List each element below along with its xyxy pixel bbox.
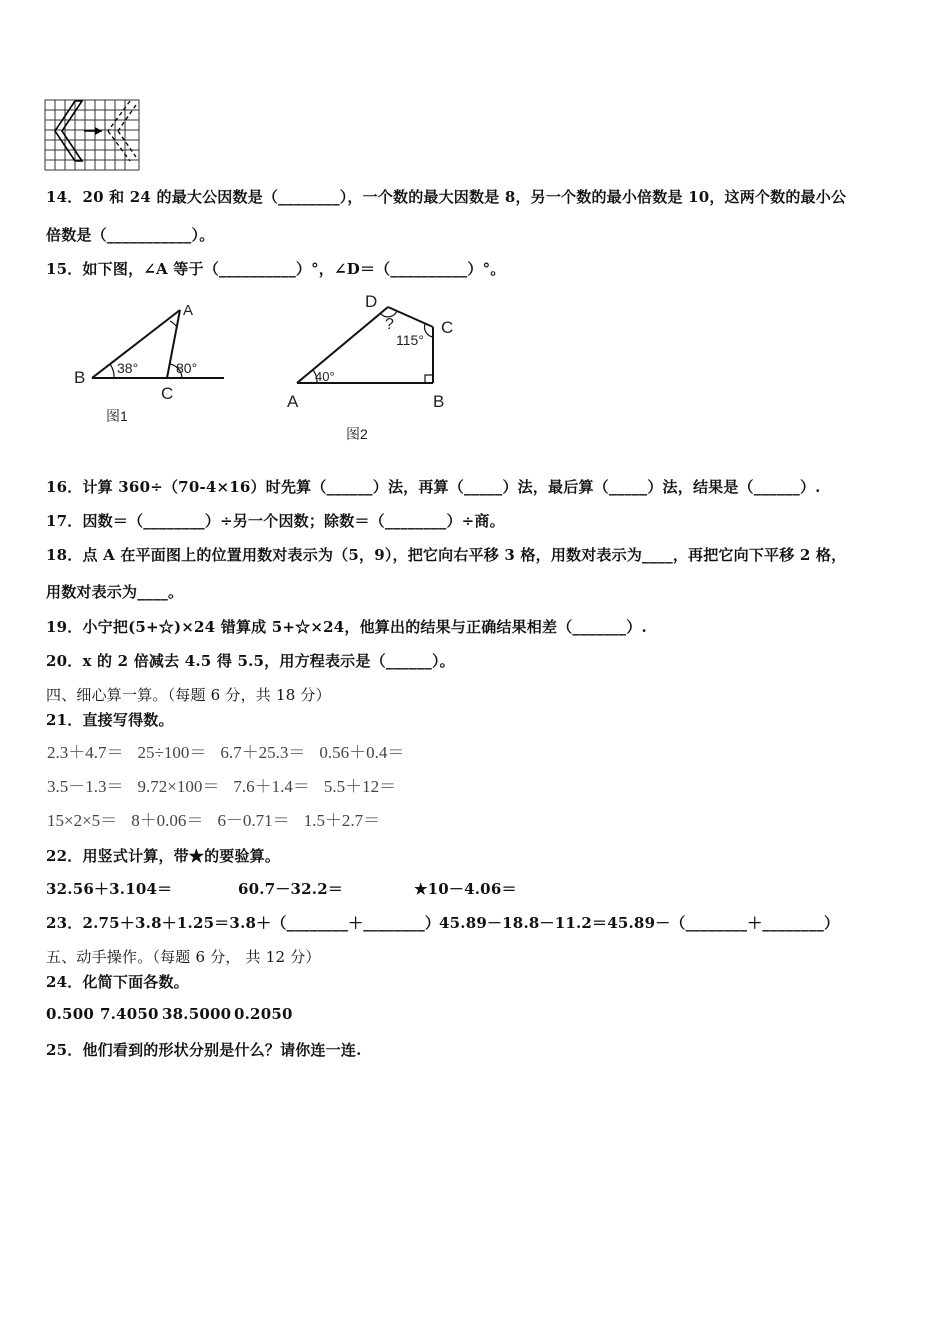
quadrilateral-figure-2 [283, 289, 473, 444]
fig1-label-b: B [74, 368, 86, 387]
question-16: 16．计算 360÷（70-4×16）时先算（______）法，再算（_____）法，最后算（_____）法，结果是（______）. [46, 478, 821, 496]
question-22-title: 22．用竖式计算，带★的要验算。 [46, 847, 281, 865]
calc-item: 9.72×100＝ [137, 777, 220, 796]
calc-item: 1.5＋2.7＝ [303, 811, 381, 830]
vertical-calc-2: 60.7－32.2＝ [238, 880, 344, 898]
number-item: 0.500 [46, 1005, 94, 1023]
question-23-left: 23．2.75＋3.8＋1.25＝3.8＋（________＋________） [46, 914, 441, 932]
fig1-label-c: C [161, 384, 174, 403]
calc-row-2 [47, 772, 410, 797]
fig2-angle-a: 40° [315, 369, 335, 384]
calc-item: 5.5＋12＝ [323, 777, 397, 796]
calc-item: 15×2×5＝ [47, 811, 118, 830]
question-17: 17．因数＝（________）÷另一个因数；除数＝（________）÷商。 [46, 512, 505, 530]
fig2-unknown-angle: ? [385, 316, 394, 333]
fig2-angle-c: 115° [396, 332, 424, 348]
calc-item: 6.7＋25.3＝ [220, 743, 306, 762]
section-4-heading: 四、细心算一算。（每题 6 分，共 18 分） [46, 686, 331, 704]
calc-item: 25÷100＝ [137, 743, 207, 762]
calc-row-3 [47, 806, 394, 831]
grid-arrow-figure [44, 99, 142, 173]
question-14-line-2: 倍数是（___________）。 [46, 226, 215, 244]
vertical-calc-1: 32.56＋3.104＝ [46, 880, 173, 898]
question-24-title: 24．化简下面各数。 [46, 973, 189, 991]
section-5-heading: 五、动手操作。（每题 6 分， 共 12 分） [46, 948, 321, 966]
triangle-figure-1 [70, 296, 240, 431]
fig1-caption: 图1 [106, 408, 128, 424]
question-19: 19．小宁把(5+☆)×24 错算成 5+☆×24，他算出的结果与正确结果相差（_______）. [46, 618, 647, 636]
fig2-label-b: B [433, 392, 445, 411]
question-20: 20．x 的 2 倍减去 4.5 得 5.5，用方程表示是（______）。 [46, 652, 455, 670]
number-item: 38.5000 [162, 1005, 232, 1023]
calc-item: 7.6＋1.4＝ [233, 777, 310, 796]
calc-item: 8＋0.06＝ [131, 811, 204, 830]
question-14-line-1: 14．20 和 24 的最大公因数是（________），一个数的最大因数是 8，另一个数的最小倍数是 10，这两个数的最小公 [46, 188, 847, 206]
fig2-caption: 图2 [346, 426, 368, 442]
number-item: 0.2050 [234, 1005, 293, 1023]
question-23-right: 45.89－18.8－11.2＝45.89－（________＋________） [439, 914, 840, 932]
calc-row-1 [47, 738, 418, 763]
calc-item: 2.3＋4.7＝ [47, 743, 124, 762]
fig1-label-a: A [183, 302, 194, 319]
number-item: 7.4050 [100, 1005, 159, 1023]
fig2-label-a: A [287, 392, 299, 411]
calc-item: 0.56＋0.4＝ [319, 743, 405, 762]
vertical-calc-3: ★10－4.06＝ [414, 880, 517, 898]
question-18-line-1: 18．点 A 在平面图上的位置用数对表示为（5，9），把它向右平移 3 格，用数对表示为____，再把它向下平移 2 格， [46, 546, 847, 564]
fig2-label-d: D [365, 292, 378, 311]
question-18-line-2: 用数对表示为____。 [46, 583, 184, 601]
fig1-angle-c: 80° [176, 360, 198, 376]
question-21-title: 21．直接写得数。 [46, 711, 174, 729]
question-25: 25．他们看到的形状分别是什么？请你连一连. [46, 1041, 362, 1059]
question-15: 15．如下图，∠A 等于（__________）°，∠D＝（__________）°。 [46, 260, 506, 278]
fig2-label-c: C [441, 318, 454, 337]
calc-item: 3.5－1.3＝ [47, 777, 124, 796]
calc-item: 6－0.71＝ [217, 811, 290, 830]
fig1-angle-b: 38° [117, 360, 139, 376]
